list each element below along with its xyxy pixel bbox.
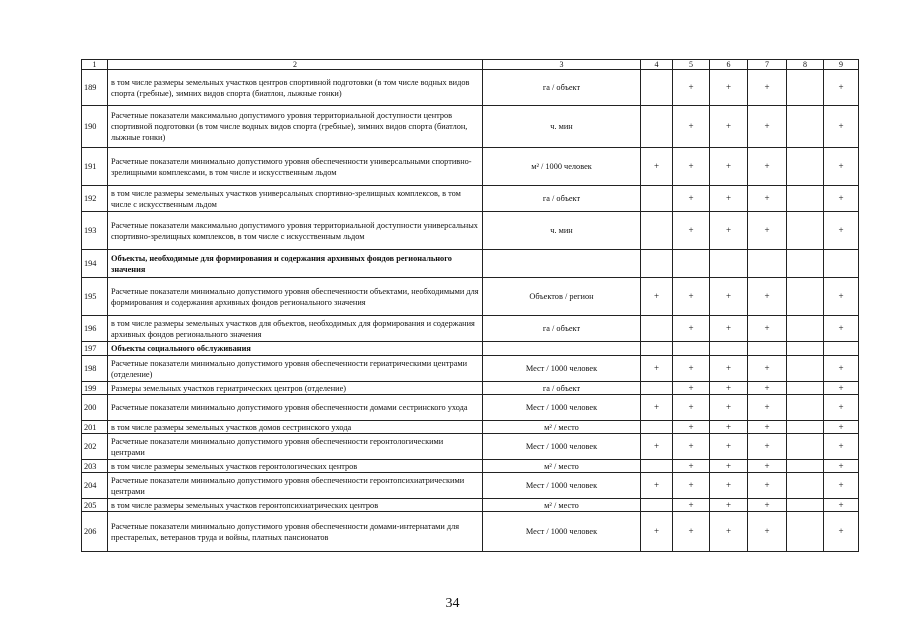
description-cell: Расчетные показатели минимально допустимого уровня обеспеченности геронтологическими центрами	[108, 434, 483, 460]
mark-cell	[748, 250, 787, 278]
row-number-cell: 203	[82, 460, 108, 473]
mark-cell	[787, 250, 824, 278]
mark-cell: +	[824, 212, 859, 250]
mark-cell: +	[673, 382, 710, 395]
mark-cell: +	[673, 106, 710, 148]
header-cell: 8	[787, 60, 824, 70]
mark-cell	[641, 186, 673, 212]
mark-cell	[641, 342, 673, 356]
mark-cell: +	[748, 512, 787, 552]
mark-cell: +	[824, 106, 859, 148]
description-cell: Расчетные показатели максимально допустимого уровня территориальной доступности универсальных спортивно-зрелищных комплексов, в том числе с искусственным льдом	[108, 212, 483, 250]
mark-cell	[787, 356, 824, 382]
mark-cell	[787, 212, 824, 250]
header-cell: 5	[673, 60, 710, 70]
mark-cell	[710, 250, 748, 278]
mark-cell: +	[710, 186, 748, 212]
row-number-cell: 202	[82, 434, 108, 460]
mark-cell: +	[673, 473, 710, 499]
mark-cell	[673, 250, 710, 278]
mark-cell: +	[710, 316, 748, 342]
page-number: 34	[445, 596, 460, 611]
mark-cell: +	[673, 434, 710, 460]
unit-cell	[483, 342, 641, 356]
table-row	[82, 460, 859, 473]
mark-cell: +	[710, 395, 748, 421]
row-number-cell: 189	[82, 70, 108, 106]
mark-cell: +	[710, 212, 748, 250]
table-row	[82, 148, 859, 186]
mark-cell: +	[748, 421, 787, 434]
table-row	[82, 212, 859, 250]
mark-cell: +	[710, 512, 748, 552]
mark-cell: +	[673, 278, 710, 316]
row-number-cell: 190	[82, 106, 108, 148]
description-cell: Расчетные показатели максимально допустимого уровня территориальной доступности центров спортивной подготовки (в том числе водных видов спорта (гребные), зимних видов спорта (биатлон, лыжные гонки)	[108, 106, 483, 148]
mark-cell: +	[748, 382, 787, 395]
mark-cell	[787, 460, 824, 473]
unit-cell: га / объект	[483, 70, 641, 106]
mark-cell	[787, 395, 824, 421]
mark-cell	[748, 342, 787, 356]
mark-cell: +	[748, 356, 787, 382]
row-number-cell: 200	[82, 395, 108, 421]
unit-cell: м² / 1000 человек	[483, 148, 641, 186]
unit-cell: м² / место	[483, 499, 641, 512]
mark-cell	[673, 342, 710, 356]
mark-cell: +	[824, 186, 859, 212]
mark-cell	[641, 70, 673, 106]
unit-cell: Мест / 1000 человек	[483, 395, 641, 421]
mark-cell: +	[748, 278, 787, 316]
description-cell: в том числе размеры земельных участков универсальных спортивно-зрелищных комплексов, в том числе с искусственным льдом	[108, 186, 483, 212]
mark-cell	[787, 106, 824, 148]
mark-cell: +	[824, 421, 859, 434]
table-row	[82, 382, 859, 395]
row-number-cell: 191	[82, 148, 108, 186]
table-row	[82, 512, 859, 552]
mark-cell: +	[673, 316, 710, 342]
mark-cell: +	[748, 106, 787, 148]
description-cell: Расчетные показатели минимально допустимого уровня обеспеченности домами сестринского ухода	[108, 395, 483, 421]
mark-cell: +	[673, 356, 710, 382]
mark-cell: +	[748, 148, 787, 186]
mark-cell	[641, 250, 673, 278]
mark-cell: +	[710, 473, 748, 499]
unit-cell: м² / место	[483, 460, 641, 473]
description-cell: в том числе размеры земельных участков центров спортивной подготовки (в том числе водных видов спорта (гребные), зимних видов спорта (биатлон, лыжные гонки)	[108, 70, 483, 106]
mark-cell: +	[673, 512, 710, 552]
mark-cell	[710, 342, 748, 356]
mark-cell: +	[641, 395, 673, 421]
header-cell: 4	[641, 60, 673, 70]
mark-cell: +	[710, 434, 748, 460]
mark-cell: +	[824, 70, 859, 106]
mark-cell: +	[673, 212, 710, 250]
unit-cell: Мест / 1000 человек	[483, 512, 641, 552]
mark-cell: +	[710, 421, 748, 434]
mark-cell: +	[673, 70, 710, 106]
mark-cell: +	[824, 460, 859, 473]
mark-cell: +	[710, 356, 748, 382]
mark-cell	[641, 106, 673, 148]
unit-cell: Мест / 1000 человек	[483, 473, 641, 499]
unit-cell: Мест / 1000 человек	[483, 356, 641, 382]
mark-cell: +	[824, 395, 859, 421]
mark-cell	[787, 473, 824, 499]
description-cell: в том числе размеры земельных участков для объектов, необходимых для формирования и содержания архивных фондов регионального значения	[108, 316, 483, 342]
table-row	[82, 106, 859, 148]
mark-cell: +	[748, 212, 787, 250]
mark-cell	[787, 499, 824, 512]
mark-cell: +	[748, 473, 787, 499]
mark-cell	[787, 382, 824, 395]
table-row	[82, 186, 859, 212]
mark-cell	[641, 316, 673, 342]
mark-cell: +	[710, 70, 748, 106]
description-cell: Расчетные показатели минимально допустимого уровня обеспеченности универсальными спортивно-зрелищными комплексами, в том числе и искусственным льдом	[108, 148, 483, 186]
mark-cell: +	[641, 473, 673, 499]
mark-cell: +	[710, 460, 748, 473]
header-cell: 7	[748, 60, 787, 70]
mark-cell: +	[824, 382, 859, 395]
table-row	[82, 278, 859, 316]
mark-cell	[787, 278, 824, 316]
header-cell: 6	[710, 60, 748, 70]
mark-cell	[787, 512, 824, 552]
mark-cell: +	[748, 316, 787, 342]
unit-cell: ч. мин	[483, 106, 641, 148]
table-row	[82, 434, 859, 460]
mark-cell: +	[824, 316, 859, 342]
mark-cell	[641, 499, 673, 512]
norms-table	[81, 59, 859, 552]
row-number-cell: 205	[82, 499, 108, 512]
description-cell: в том числе размеры земельных участков геронтологических центров	[108, 460, 483, 473]
unit-cell: га / объект	[483, 382, 641, 395]
mark-cell: +	[641, 356, 673, 382]
table-row	[82, 356, 859, 382]
description-cell: Объекты, необходимые для формирования и содержания архивных фондов регионального значения	[108, 250, 483, 278]
mark-cell: +	[641, 434, 673, 460]
row-number-cell: 193	[82, 212, 108, 250]
mark-cell: +	[710, 148, 748, 186]
mark-cell: +	[748, 70, 787, 106]
unit-cell: га / объект	[483, 316, 641, 342]
mark-cell	[787, 186, 824, 212]
mark-cell: +	[673, 499, 710, 512]
description-cell: Расчетные показатели минимально допустимого уровня обеспеченности домами-интернатами для престарелых, ветеранов труда и войны, платных пансионатов	[108, 512, 483, 552]
mark-cell: +	[824, 356, 859, 382]
description-cell: Размеры земельных участков гериатрических центров (отделение)	[108, 382, 483, 395]
header-cell: 1	[82, 60, 108, 70]
mark-cell: +	[824, 148, 859, 186]
mark-cell	[787, 342, 824, 356]
mark-cell: +	[710, 278, 748, 316]
row-number-cell: 199	[82, 382, 108, 395]
row-number-cell: 201	[82, 421, 108, 434]
row-number-cell: 197	[82, 342, 108, 356]
mark-cell: +	[824, 499, 859, 512]
row-number-cell: 192	[82, 186, 108, 212]
unit-cell: ч. мин	[483, 212, 641, 250]
description-cell: Расчетные показатели минимально допустимого уровня обеспеченности объектами, необходимыми для формирования и содержания архивных фондов регионального значения	[108, 278, 483, 316]
mark-cell: +	[641, 278, 673, 316]
row-number-cell: 196	[82, 316, 108, 342]
table-row	[82, 70, 859, 106]
header-cell: 9	[824, 60, 859, 70]
mark-cell: +	[748, 395, 787, 421]
description-cell: Расчетные показатели минимально допустимого уровня обеспеченности гериатрическими центрами (отделение)	[108, 356, 483, 382]
mark-cell: +	[824, 278, 859, 316]
mark-cell: +	[824, 434, 859, 460]
mark-cell	[787, 434, 824, 460]
unit-cell: Мест / 1000 человек	[483, 434, 641, 460]
mark-cell: +	[673, 460, 710, 473]
mark-cell	[787, 70, 824, 106]
mark-cell: +	[748, 460, 787, 473]
unit-cell	[483, 250, 641, 278]
mark-cell: +	[641, 512, 673, 552]
table-row	[82, 421, 859, 434]
mark-cell: +	[673, 421, 710, 434]
table-row	[82, 499, 859, 512]
header-cell: 3	[483, 60, 641, 70]
header-cell: 2	[108, 60, 483, 70]
mark-cell: +	[673, 395, 710, 421]
mark-cell: +	[710, 106, 748, 148]
document-sheet	[81, 59, 858, 552]
mark-cell: +	[673, 148, 710, 186]
unit-cell: м² / место	[483, 421, 641, 434]
mark-cell: +	[748, 499, 787, 512]
mark-cell	[641, 421, 673, 434]
mark-cell	[787, 421, 824, 434]
mark-cell: +	[824, 473, 859, 499]
row-number-cell: 204	[82, 473, 108, 499]
row-number-cell: 206	[82, 512, 108, 552]
table-row	[82, 395, 859, 421]
row-number-cell: 198	[82, 356, 108, 382]
description-cell: Объекты социального обслуживания	[108, 342, 483, 356]
mark-cell: +	[748, 434, 787, 460]
mark-cell	[641, 460, 673, 473]
mark-cell	[641, 212, 673, 250]
mark-cell: +	[641, 148, 673, 186]
table-header-row	[82, 60, 859, 70]
description-cell: в том числе размеры земельных участков геронтопсихиатрических центров	[108, 499, 483, 512]
mark-cell	[824, 342, 859, 356]
mark-cell	[641, 382, 673, 395]
table-row	[82, 473, 859, 499]
table-row	[82, 316, 859, 342]
mark-cell	[824, 250, 859, 278]
mark-cell: +	[748, 186, 787, 212]
row-number-cell: 195	[82, 278, 108, 316]
mark-cell: +	[673, 186, 710, 212]
unit-cell: га / объект	[483, 186, 641, 212]
mark-cell: +	[710, 382, 748, 395]
mark-cell: +	[710, 499, 748, 512]
row-number-cell: 194	[82, 250, 108, 278]
mark-cell: +	[824, 512, 859, 552]
mark-cell	[787, 148, 824, 186]
table-row	[82, 342, 859, 356]
table-row	[82, 250, 859, 278]
unit-cell: Объектов / регион	[483, 278, 641, 316]
mark-cell	[787, 316, 824, 342]
description-cell: в том числе размеры земельных участков домов сестринского ухода	[108, 421, 483, 434]
description-cell: Расчетные показатели минимально допустимого уровня обеспеченности геронтопсихиатрическими центрами	[108, 473, 483, 499]
